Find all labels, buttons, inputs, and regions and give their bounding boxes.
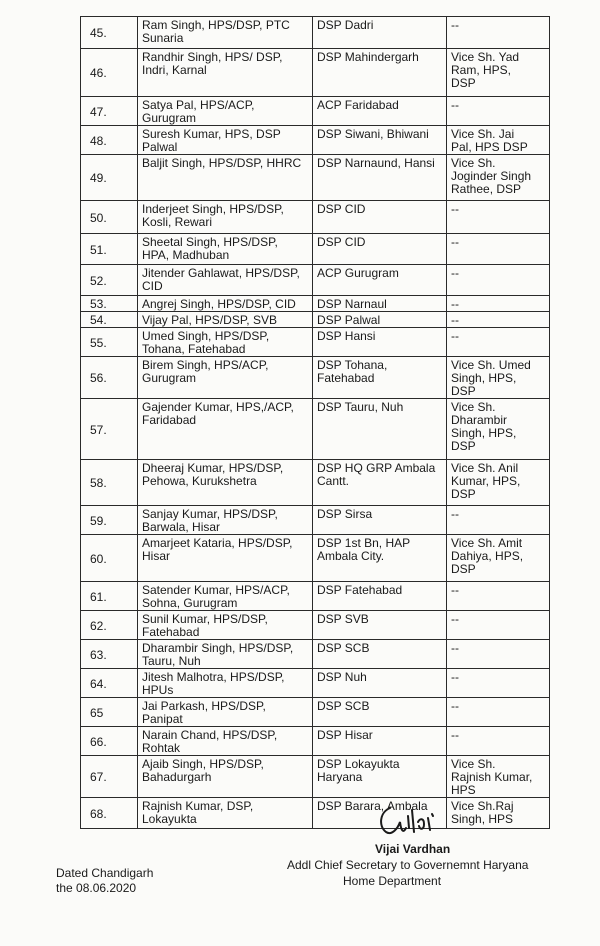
remarks: Vice Sh. Amit Dahiya, HPS, DSP [447, 535, 550, 582]
serial-number: 68. [81, 798, 138, 829]
table-row [81, 155, 550, 201]
posted-as: DSP Hisar [313, 727, 447, 756]
serial-number: 58. [81, 460, 138, 506]
officer-name: Gajender Kumar, HPS,/ACP, Faridabad [138, 399, 313, 460]
serial-number: 45. [81, 17, 138, 49]
remarks: Vice Sh. Joginder Singh Rathee, DSP [447, 155, 550, 201]
officer-name: Sheetal Singh, HPS/DSP, HPA, Madhuban [138, 234, 313, 265]
remarks: -- [447, 265, 550, 296]
officer-name: Vijay Pal, HPS/DSP, SVB [138, 312, 313, 328]
serial-number: 57. [81, 399, 138, 460]
table-row [81, 640, 550, 669]
table-row [81, 582, 550, 611]
remarks: -- [447, 727, 550, 756]
serial-number: 52. [81, 265, 138, 296]
serial-number: 56. [81, 357, 138, 399]
table-row [81, 460, 550, 506]
remarks: -- [447, 97, 550, 126]
serial-number: 64. [81, 669, 138, 698]
table-row [81, 201, 550, 234]
remarks: -- [447, 296, 550, 312]
serial-number: 61. [81, 582, 138, 611]
posted-as: DSP SVB [313, 611, 447, 640]
remarks: -- [447, 312, 550, 328]
table-row [81, 49, 550, 97]
posted-as: DSP SCB [313, 640, 447, 669]
table-row [81, 126, 550, 155]
serial-number: 65 [81, 698, 138, 727]
serial-number: 46. [81, 49, 138, 97]
serial-number: 62. [81, 611, 138, 640]
serial-number: 54. [81, 312, 138, 328]
posted-as: DSP Tauru, Nuh [313, 399, 447, 460]
signatory-department: Home Department [343, 874, 442, 888]
officer-name: Sanjay Kumar, HPS/DSP, Barwala, Hisar [138, 506, 313, 535]
table-row [81, 756, 550, 798]
posted-as: DSP Barara, Ambala [313, 798, 447, 829]
remarks: Vice Sh. Anil Kumar, HPS, DSP [447, 460, 550, 506]
posted-as: DSP Narnaund, Hansi [313, 155, 447, 201]
table-row [81, 357, 550, 399]
remarks: Vice Sh. Jai Pal, HPS DSP [447, 126, 550, 155]
posted-as: DSP Hansi [313, 328, 447, 357]
dated-place: Dated Chandigarh [56, 866, 154, 880]
table-row [81, 698, 550, 727]
posted-as: DSP Siwani, Bhiwani [313, 126, 447, 155]
posted-as: DSP 1st Bn, HAP Ambala City. [313, 535, 447, 582]
serial-number: 67. [81, 756, 138, 798]
posted-as: DSP Narnaul [313, 296, 447, 312]
posted-as: DSP SCB [313, 698, 447, 727]
serial-number: 55. [81, 328, 138, 357]
officer-name: Amarjeet Kataria, HPS/DSP, Hisar [138, 535, 313, 582]
posted-as: DSP Dadri [313, 17, 447, 49]
posted-as: DSP Nuh [313, 669, 447, 698]
officer-name: Suresh Kumar, HPS, DSP Palwal [138, 126, 313, 155]
officer-name: Randhir Singh, HPS/ DSP, Indri, Karnal [138, 49, 313, 97]
table-row [81, 328, 550, 357]
table-row [81, 399, 550, 460]
officer-name: Birem Singh, HPS/ACP, Gurugram [138, 357, 313, 399]
posted-as: DSP Sirsa [313, 506, 447, 535]
posted-as: DSP CID [313, 201, 447, 234]
officer-name: Jai Parkash, HPS/DSP, Panipat [138, 698, 313, 727]
officer-name: Angrej Singh, HPS/DSP, CID [138, 296, 313, 312]
remarks: -- [447, 506, 550, 535]
remarks: Vice Sh. Rajnish Kumar, HPS [447, 756, 550, 798]
posted-as: ACP Faridabad [313, 97, 447, 126]
table-row [81, 296, 550, 312]
officer-name: Narain Chand, HPS/DSP, Rohtak [138, 727, 313, 756]
remarks: -- [447, 611, 550, 640]
serial-number: 59. [81, 506, 138, 535]
remarks: -- [447, 698, 550, 727]
table-row [81, 312, 550, 328]
signatory-name: Vijai Vardhan [375, 842, 451, 856]
officer-name: Umed Singh, HPS/DSP, Tohana, Fatehabad [138, 328, 313, 357]
table-row [81, 727, 550, 756]
officer-name: Inderjeet Singh, HPS/DSP, Kosli, Rewari [138, 201, 313, 234]
officer-name: Dheeraj Kumar, HPS/DSP, Pehowa, Kurukshetra [138, 460, 313, 506]
posted-as: DSP Mahindergarh [313, 49, 447, 97]
officer-name: Ram Singh, HPS/DSP, PTC Sunaria [138, 17, 313, 49]
dated-date: the 08.06.2020 [56, 881, 137, 895]
officer-name: Jitender Gahlawat, HPS/DSP, CID [138, 265, 313, 296]
remarks: Vice Sh. Yad Ram, HPS, DSP [447, 49, 550, 97]
posted-as: DSP Lokayukta Haryana [313, 756, 447, 798]
officer-name: Rajnish Kumar, DSP, Lokayukta [138, 798, 313, 829]
remarks: Vice Sh. Dharambir Singh, HPS, DSP [447, 399, 550, 460]
officer-name: Satya Pal, HPS/ACP, Gurugram [138, 97, 313, 126]
serial-number: 53. [81, 296, 138, 312]
posted-as: DSP HQ GRP Ambala Cantt. [313, 460, 447, 506]
remarks: -- [447, 201, 550, 234]
table-row [81, 17, 550, 49]
table-row [81, 506, 550, 535]
officer-name: Jitesh Malhotra, HPS/DSP, HPUs [138, 669, 313, 698]
remarks: -- [447, 328, 550, 357]
serial-number: 66. [81, 727, 138, 756]
remarks: -- [447, 640, 550, 669]
transfer-table [80, 16, 550, 829]
table-row [81, 798, 550, 829]
officer-name: Ajaib Singh, HPS/DSP, Bahadurgarh [138, 756, 313, 798]
serial-number: 50. [81, 201, 138, 234]
serial-number: 51. [81, 234, 138, 265]
serial-number: 60. [81, 535, 138, 582]
remarks: Vice Sh. Umed Singh, HPS, DSP [447, 357, 550, 399]
officer-name: Satender Kumar, HPS/ACP, Sohna, Gurugram [138, 582, 313, 611]
table-row [81, 535, 550, 582]
serial-number: 48. [81, 126, 138, 155]
officer-name: Dharambir Singh, HPS/DSP, Tauru, Nuh [138, 640, 313, 669]
serial-number: 63. [81, 640, 138, 669]
serial-number: 47. [81, 97, 138, 126]
posted-as: DSP CID [313, 234, 447, 265]
serial-number: 49. [81, 155, 138, 201]
dated-block [56, 866, 153, 896]
remarks: -- [447, 669, 550, 698]
signature-scribble [376, 804, 456, 838]
table-row [81, 669, 550, 698]
remarks: -- [447, 582, 550, 611]
remarks: Vice Sh.Raj Singh, HPS [447, 798, 550, 829]
table-row [81, 234, 550, 265]
officer-name: Sunil Kumar, HPS/DSP, Fatehabad [138, 611, 313, 640]
table-row [81, 265, 550, 296]
remarks: -- [447, 17, 550, 49]
table-row [81, 611, 550, 640]
posted-as: DSP Palwal [313, 312, 447, 328]
officer-name: Baljit Singh, HPS/DSP, HHRC [138, 155, 313, 201]
posted-as: ACP Gurugram [313, 265, 447, 296]
signatory-designation: Addl Chief Secretary to Governemnt Haryana [287, 858, 529, 872]
table-row [81, 97, 550, 126]
posted-as: DSP Fatehabad [313, 582, 447, 611]
remarks: -- [447, 234, 550, 265]
posted-as: DSP Tohana, Fatehabad [313, 357, 447, 399]
